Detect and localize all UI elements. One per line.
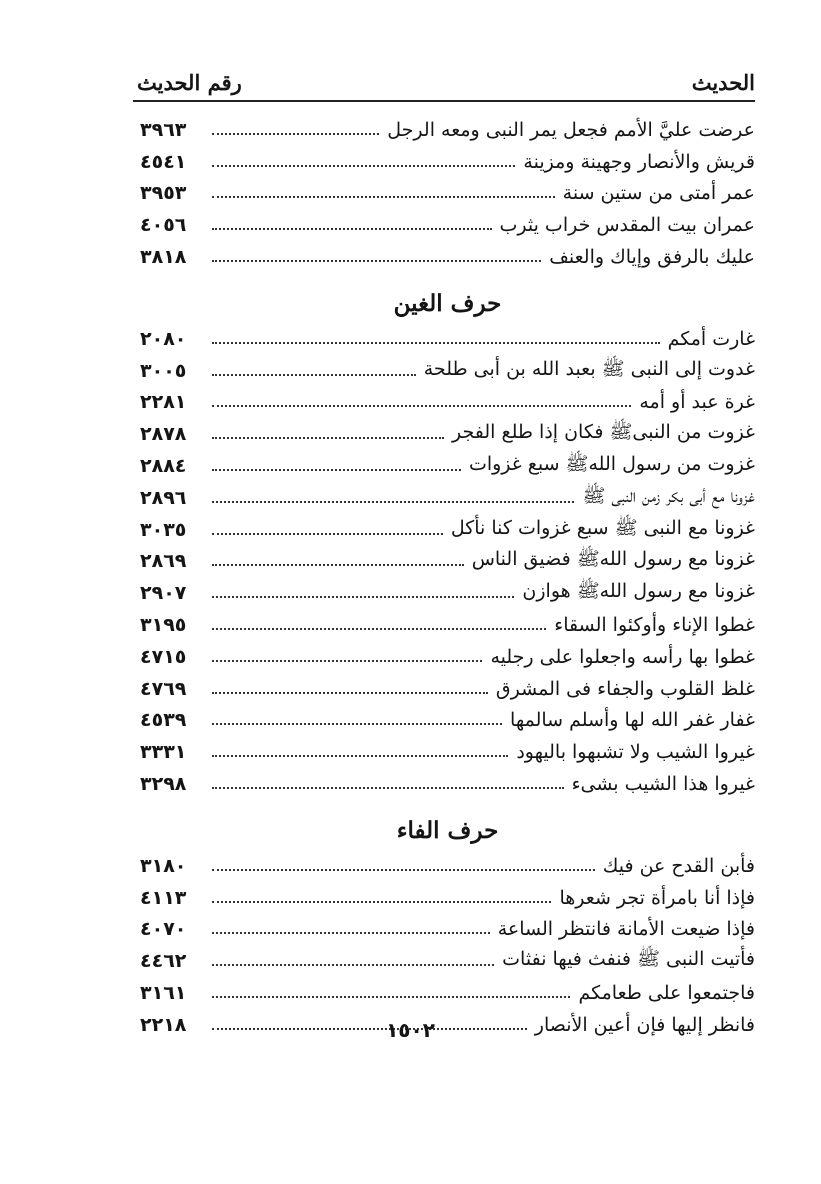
page-number: ١٥٠٢ [386,1018,435,1042]
hadith-number: ٢٨٧٨ [140,423,187,446]
hadith-number: ٢٢١٨ [140,1013,187,1036]
hadith-text: غلظ القلوب والجفاء فى المشرق [495,677,755,700]
hadith-text: غفار غفر الله لها وأسلم سالمها [510,709,755,732]
hadith-number: ٤٤٦٢ [140,950,187,973]
index-entry [140,355,755,387]
index-entry [140,609,755,641]
hadith-number: ٢٩٠٧ [140,582,187,605]
hadith-text: غزونا مع رسول اللهﷺ فضيق الناس [471,548,755,571]
hadith-number: ٤٧١٥ [140,645,187,668]
index-entry [140,705,755,737]
hadith-text: فإذا أنا بامرأة تجر شعرها [559,886,755,909]
index-list [140,114,755,1041]
hadith-number: ٢٨٨٤ [140,455,187,478]
dot-leader [212,787,564,789]
hadith-number: ٣٨١٨ [140,246,187,269]
hadith-number: ٣١٩٥ [140,614,187,637]
dot-leader [212,260,541,262]
hadith-number: ٣٣٣١ [140,741,187,764]
hadith-text: غزونا مع النبى ﷺ سبع غزوات كنا نأكل [450,516,755,539]
dot-leader [212,996,570,998]
hadith-text: غارت أمكم [667,327,755,350]
hadith-text: غدوت إلى النبى ﷺ بعبد الله بن أبى طلحة [423,357,755,380]
hadith-text: فإذا ضيعت الأمانة فانتظر الساعة [497,918,755,941]
header-hadith-number-title: رقم الحديث [137,70,242,95]
hadith-number: ٣٠٠٥ [140,359,187,382]
section-title: حرف الغين [393,290,502,318]
hadith-text: فانظر إليها فإن أعين الأنصار [534,1013,755,1036]
hadith-number: ٢٠٨٠ [140,327,187,350]
hadith-text: قريش والأنصار وجهينة ومزينة [523,150,755,173]
dot-leader [212,501,574,503]
hadith-number: ٤٥٣٩ [140,709,187,732]
page-header [133,66,755,96]
index-entry [140,914,755,946]
hadith-text: غيروا هذا الشيب بشىء [571,773,755,796]
hadith-number: ٤٥٤١ [140,150,187,173]
hadith-text: غيروا الشيب ولا تشبهوا باليهود [516,741,755,764]
dot-leader [212,628,546,630]
dot-leader [212,869,595,871]
dot-leader [212,196,555,198]
hadith-number: ٢٢٨١ [140,391,187,414]
section-title: حرف الفاء [396,817,499,845]
header-rule [133,100,755,102]
hadith-number: ٣١٦١ [140,982,187,1005]
index-entry [140,641,755,673]
dot-leader [212,564,464,566]
dot-leader [212,165,515,167]
hadith-text: غزوت من النبىﷺ فكان إذا طلع الفجر [452,421,755,444]
index-entry [140,768,755,800]
hadith-text: فأبن القدح عن فيك [602,854,755,877]
hadith-text: عليك بالرفق وإياك والعنف [549,246,755,269]
dot-leader [212,660,482,662]
index-entry [140,945,755,977]
index-entry [140,673,755,705]
index-entry [140,482,755,514]
hadith-number: ٣٩٥٣ [140,182,187,205]
index-entry [140,736,755,768]
dot-leader [212,755,508,757]
hadith-text: غزوت من رسول اللهﷺ سبع غزوات [468,453,755,476]
dot-leader [212,342,660,344]
hadith-number: ٤٠٧٠ [140,918,187,941]
index-entry [140,323,755,355]
hadith-number: ٤٠٥٦ [140,214,187,237]
dot-leader [212,596,514,598]
hadith-number: ٣٠٣٥ [140,518,187,541]
hadith-number: ٤١١٣ [140,886,187,909]
dot-leader [212,964,494,966]
index-entry [140,882,755,914]
index-entry [140,577,755,609]
dot-leader [212,133,379,135]
index-entry [140,850,755,882]
hadith-text: غزونا مع رسول اللهﷺ هوازن [522,580,755,603]
dot-leader [212,692,488,694]
hadith-text: غزونا مع أبى بكر زمن النبى ﷺ [582,484,755,507]
index-entry [140,209,755,241]
hadith-text: عمر أمتى من ستين سنة [562,182,755,205]
hadith-text: عرضت عليَّ الأمم فجعل يمر النبى ومعه الرجل [387,118,755,141]
index-entry [140,450,755,482]
index-entry [140,977,755,1009]
index-entry [140,241,755,273]
index-entry [140,146,755,178]
dot-leader [212,228,492,230]
hadith-text: فاجتمعوا على طعامكم [578,982,755,1005]
section-gap [140,273,755,285]
hadith-text: غرة عبد أو أمه [639,391,755,414]
hadith-text: فأتيت النبى ﷺ فنفث فيها نفثات [502,948,755,971]
hadith-number: ٤٧٦٩ [140,677,187,700]
hadith-text: غطوا الإناء وأوكئوا السقاء [554,614,755,637]
section-gap [140,800,755,812]
index-entry [140,178,755,210]
hadith-text: غطوا بها رأسه واجعلوا على رجليه [490,645,755,668]
hadith-number: ٣١٨٠ [140,854,187,877]
index-entry [140,514,755,546]
dot-leader [212,437,444,439]
index-entry [140,546,755,578]
hadith-text: عمران بيت المقدس خراب يثرب [499,214,755,237]
hadith-number: ٣٢٩٨ [140,773,187,796]
dot-leader [212,533,443,535]
dot-leader [212,405,631,407]
dot-leader [212,932,490,934]
hadith-number: ٢٨٩٦ [140,486,187,509]
hadith-number: ٣٩٦٣ [140,118,187,141]
index-entry [140,114,755,146]
hadith-number: ٢٨٦٩ [140,550,187,573]
dot-leader [212,469,461,471]
dot-leader [212,901,551,903]
index-entry [140,418,755,450]
header-hadith-title: الحديث [691,70,755,95]
dot-leader [212,723,502,725]
dot-leader [212,374,416,376]
index-entry [140,387,755,419]
